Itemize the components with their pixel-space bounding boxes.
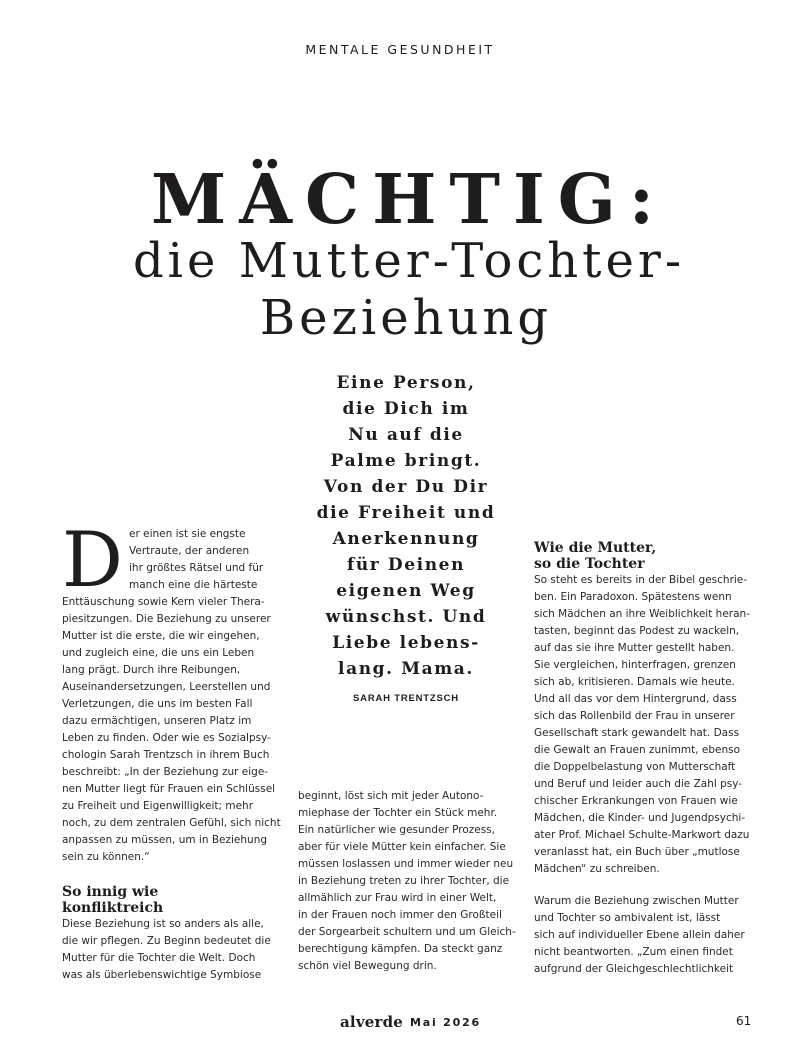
text-line: Vertraute, der anderen [129,545,250,557]
text-line: müssen loslassen und immer wieder neu [298,858,514,870]
pull-quote-line: Eine Person, [336,373,476,393]
paragraph-gap [534,878,754,893]
text-line: Enttäuschung sowie Kern vieler Thera- [62,596,265,608]
drop-cap: D [62,515,123,604]
text-line: beginnt, löst sich mit jeder Autono- [298,790,484,802]
text-line: die Doppelbelastung von Mutterschaft [534,761,736,773]
headline-line-2: die Mutter-Tochter- [132,233,686,289]
text-line: Gesellschaft stark gewandelt hat. Dass [534,727,740,739]
text-line: schön viel Bewegung drin. [298,960,437,972]
text-line: nen Mutter liegt für Frauen ein Schlüssel [62,783,276,795]
text-line: ben. Ein Paradoxon. Spätestens wenn [534,591,732,603]
text-line: nicht beantworten. „Zum einen findet [534,946,733,958]
text-line: tasten, beginnt das Podest zu wackeln, [534,625,740,637]
text-line: die wir pflegen. Zu Beginn bedeutet die [62,935,271,947]
text-line: Mutter für die Tochter die Welt. Doch [62,952,256,964]
text-line: Mädchen“ zu schreiben. [534,863,660,875]
magazine-brand: alverde [340,1013,404,1031]
text-line: sich ab, kritisieren. Damals wie heute. [534,676,735,688]
text-line: piesitzungen. Die Beziehung zu unserer [62,613,271,625]
text-line: veranlasst hat, ein Buch über „mutlose [534,846,740,858]
text-line: der Sorgearbeit schultern und um Gleich- [298,926,516,938]
subheading: so die Tochter [534,556,645,572]
pull-quote-line: Liebe lebens- [332,633,480,653]
text-line: was als überlebenswichtige Symbiose [62,969,262,981]
subheading: Wie die Mutter, [534,540,657,556]
text-line: sich auf individueller Ebene allein daher [534,929,745,941]
text-line: sich das Rollenbild der Frau in unserer [534,710,735,722]
subheading: konfliktreich [62,900,164,916]
text-line: Mädchen, die Kinder- und Jugendpsychi- [534,812,746,824]
pull-quote-line: Palme bringt. [330,451,482,471]
text-line: miephase der Tochter ein Stück mehr. [298,807,498,819]
headline-line-1: MÄCHTIG: [151,160,667,240]
text-line: auf das sie ihre Mutter gestellt haben. [534,642,735,654]
article-column-3 [534,540,754,978]
pull-quote-line: Von der Du Dir [323,477,489,497]
text-line: manch eine die härteste [129,579,258,591]
pull-quote-line: die Freiheit und [316,503,496,523]
section-kicker: MENTALE GESUNDHEIT [305,42,495,57]
pull-quote-line: die Dich im [342,399,470,419]
text-line: dazu ermächtigen, unseren Platz im [62,715,252,727]
text-line: und zugleich eine, die uns ein Leben [62,647,255,659]
text-line: er einen ist sie engste [129,528,246,540]
pull-quote-line: wünschst. Und [325,607,487,627]
pull-quote-line: lang. Mama. [338,659,474,679]
text-line: Verletzungen, die uns im besten Fall [62,698,253,710]
text-line: berechtigung kämpfen. Da steckt ganz [298,943,503,955]
text-line: zu Freiheit und Eigenwilligkeit; mehr [62,800,254,812]
text-line: sich Mädchen an ihre Weiblichkeit heran- [534,608,750,620]
text-line: aufgrund der Gleichgeschlechtlichkeit [534,963,734,975]
text-line: So steht es bereits in der Bibel geschrie- [534,574,748,586]
text-line: Und all das vor dem Hintergrund, dass [534,693,737,705]
text-line: noch, zu dem zentralen Gefühl, sich nicht [62,817,281,829]
page-number: 61 [736,1014,752,1028]
paragraph-gap [62,866,277,884]
text-line: allmählich zur Frau wird in einer Welt, [298,892,497,904]
text-line: und Beruf und leider auch die Zahl psy- [534,778,743,790]
text-line: chischer Erkrankungen von Frauen wie [534,795,738,807]
text-line: sein zu können.“ [62,851,150,863]
text-line: Mutter ist die erste, die wir eingehen, [62,630,260,642]
text-line: Warum die Beziehung zwischen Mutter [534,895,739,907]
text-line: lang prägt. Durch ihre Reibungen, [62,664,241,676]
text-line: ihr größtes Rätsel und für [129,562,264,574]
text-line: aber für viele Mütter kein einfacher. Sie [298,841,506,853]
text-line: Leben zu finden. Oder wie es Sozialpsy- [62,732,271,744]
article-column-1 [62,515,281,984]
text-line: ater Prof. Michael Schulte-Markwort dazu [534,829,750,841]
pull-quote-line: für Deinen [346,555,466,575]
pull-quote-line: eigenen Weg [336,581,476,601]
text-line: und Tochter so ambivalent ist, lässt [534,912,721,924]
pull-quote [300,370,512,682]
text-line: beschreibt: „In der Beziehung zur eige- [62,766,269,778]
text-line: Sie vergleichen, hinterfragen, grenzen [534,659,736,671]
text-line: Auseinandersetzungen, Leerstellen und [62,681,271,693]
text-line: in der Frauen noch immer den Großteil [298,909,502,921]
pull-quote-line: Anerkennung [332,529,480,549]
text-line: anpassen zu müssen, um in Beziehung [62,834,268,846]
text-line: Ein natürlicher wie gesunder Prozess, [298,824,495,836]
headline-line-3: Beziehung [259,290,553,346]
issue-date: Mai 2026 [410,1016,481,1029]
subheading: So innig wie [62,884,159,900]
text-line: chologin Sarah Trentzsch in ihrem Buch [62,749,270,761]
article-column-2 [298,788,518,975]
pull-quote-author: SARAH TRENTZSCH [353,693,459,704]
pull-quote-line: Nu auf die [348,425,464,445]
text-line: in Beziehung treten zu ihrer Tochter, die [298,875,510,887]
text-line: die Gewalt an Frauen zunimmt, ebenso [534,744,741,756]
text-line: Diese Beziehung ist so anders als alle, [62,918,264,930]
